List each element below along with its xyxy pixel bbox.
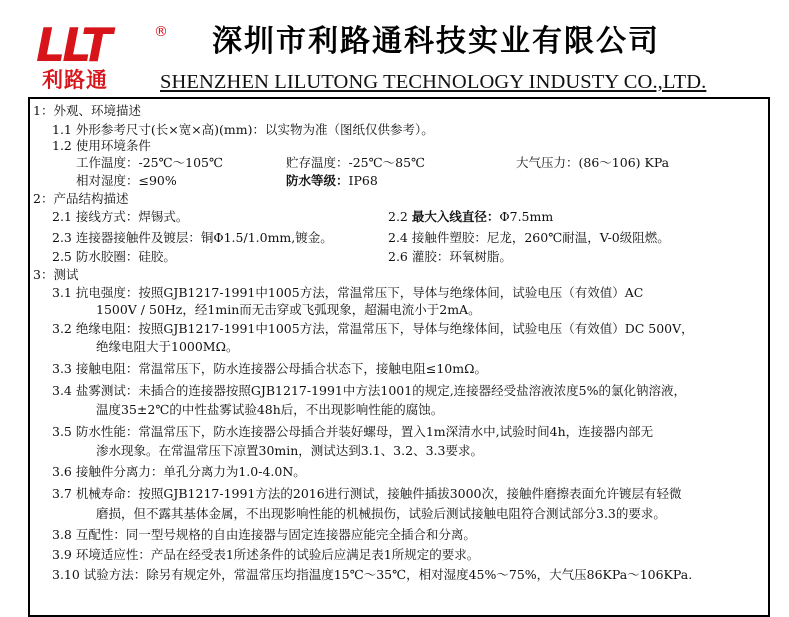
item-3-4-line-1: 3.4 盐雾测试：未插合的连接器按照GJB1217-1991中方法1001的规定,连接器经受盐溶液浓度5%的氯化钠溶液， (52, 383, 686, 398)
item-3-2-line-1: 3.2 绝缘电阻：按照GJB1217-1991中1005方法，常温常压下，导体与绝缘体间，试验电压（有效值）DC 500V， (52, 321, 694, 336)
item-2-2 (388, 209, 553, 225)
company-name-english: SHENZHEN LILUTONG TECHNOLOGY INDUSTY CO.,LTD. (160, 71, 707, 93)
section-1-heading: 1：外观、环境描述 (33, 103, 141, 118)
item-2-3: 2.3 连接器接触件及镀层：铜Φ1.5/1.0mm,镀金。 (52, 230, 333, 245)
item-2-4: 2.4 接触件塑胶：尼龙，260℃耐温，V-0级阻燃。 (388, 230, 670, 245)
relative-humidity: 相对湿度：≤90% (76, 173, 177, 188)
item-2-1: 2.1 接线方式：焊锡式。 (52, 209, 189, 224)
company-logo (30, 18, 180, 92)
document-header (0, 0, 789, 96)
item-2-2-number: 2.2 (388, 209, 412, 224)
item-2-2-label: 最大入线直径： (411, 209, 500, 224)
item-3-1-line-2: 1500V / 50Hz，经1min而无击穿或飞弧现象，超漏电流小于2mA。 (96, 302, 481, 317)
waterproof-rating (286, 173, 378, 189)
company-name-chinese: 深圳市利路通科技实业有限公司 (212, 24, 660, 59)
air-pressure: 大气压力：(86～106) KPa (516, 155, 670, 170)
item-1-1: 1.1 外形参考尺寸(长×宽×高)(mm)：以实物为准（图纸仅供参考）。 (52, 122, 434, 137)
item-1-2: 1.2 使用环境条件 (52, 138, 151, 153)
logo-chinese-name: 利路通 (42, 68, 108, 92)
item-2-2-value: Φ7.5mm (499, 209, 554, 224)
waterproof-value: IP68 (348, 173, 378, 188)
section-3-heading: 3：测试 (33, 267, 79, 282)
registered-mark: ® (154, 24, 168, 40)
storage-temperature: 贮存温度：-25℃～85℃ (286, 155, 426, 170)
item-3-6: 3.6 接触件分离力：单孔分离力为1.0-4.0N。 (52, 464, 306, 479)
item-3-7-line-1: 3.7 机械寿命：按照GJB1217-1991方法的2016进行测试，接触件插拔3000次，接触件磨擦表面允许镀层有轻微 (52, 486, 682, 501)
item-3-10: 3.10 试验方法：除另有规定外，常温常压均指温度15℃～35℃，相对湿度45%～75%，大气压86KPa～106KPa. (52, 567, 693, 582)
item-3-5-line-1: 3.5 防水性能：常温常压下，防水连接器公母插合并装好螺母，置入1m深清水中,试验时间4h，连接器内部无 (52, 424, 654, 439)
item-3-3: 3.3 接触电阻：常温常压下，防水连接器公母插合状态下，接触电阻≤10mΩ。 (52, 361, 487, 376)
item-3-1-line-1: 3.1 抗电强度：按照GJB1217-1991中1005方法，常温常压下，导体与绝缘体间，试验电压（有效值）AC (52, 285, 644, 300)
item-3-7-line-2: 磨损，但不露其基体金属，不出现影响性能的机械损伤，试验后测试接触电阻符合测试部分3.3的要求。 (96, 506, 666, 521)
item-3-4-line-2: 温度35±2℃的中性盐雾试验48h后，不出现影响性能的腐蚀。 (96, 402, 444, 417)
item-3-5-line-2: 渗水现象。在常温常压下凉置30min，测试达到3.1、3.2、3.3要求。 (96, 443, 483, 458)
work-temperature: 工作温度：-25℃～105℃ (76, 155, 223, 170)
logo-mark: LLT (36, 18, 110, 72)
item-3-9: 3.9 环境适应性：产品在经受表1所述条件的试验后应满足表1所规定的要求。 (52, 547, 480, 562)
item-2-5: 2.5 防水胶圈：硅胶。 (52, 249, 176, 264)
section-2-heading: 2：产品结构描述 (33, 191, 129, 206)
waterproof-label: 防水等级： (286, 173, 349, 188)
item-2-6: 2.6 灌胶：环氧树脂。 (388, 249, 512, 264)
item-3-2-line-2: 绝缘电阻大于1000MΩ。 (96, 339, 239, 354)
item-3-8: 3.8 互配性：同一型号规格的自由连接器与固定连接器应能完全插合和分离。 (52, 527, 476, 542)
